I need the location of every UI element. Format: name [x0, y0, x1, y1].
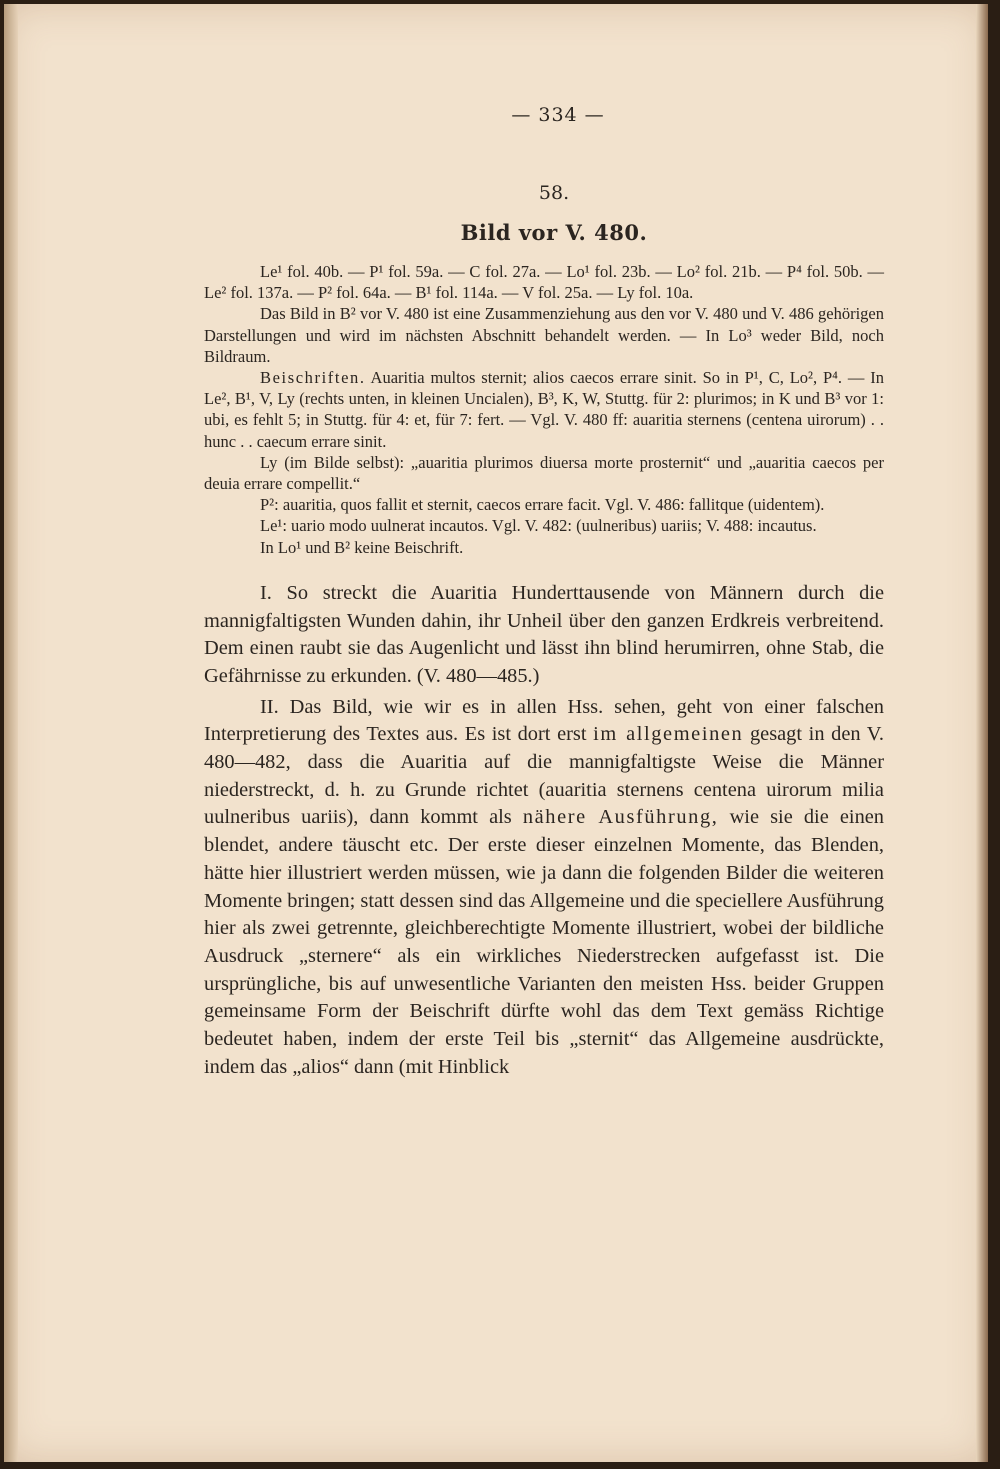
bild-note: Das Bild in B² vor V. 480 ist eine Zusammenziehung aus den vor V. 480 und V. 486 gehörigen Darstellungen und wird im nächsten Abschnitt behandelt werden. — In Lo³ weder Bild, noch Bildraum.: [204, 304, 884, 366]
manuscript-list: Le¹ fol. 40b. — P¹ fol. 59a. — C fol. 27a. — Lo¹ fol. 23b. — Lo² fol. 21b. — P⁴ fol. 50b. — Le² fol. 137a. — P² fol. 64a. — B¹ fol. 114a. — V fol. 25a. — Ly fol. 10a.: [204, 262, 884, 303]
para2-part-a: II. Das Bild, wie wir es in allen Hss. sehen, geht von einer falschen Interpretierung des Textes aus. Es ist dort erst: [204, 695, 884, 746]
ly-text: „auaritia plurimos diuersa morte prosternit“ und „auaritia caecos per deuia errare compellit.“: [204, 452, 884, 494]
para2-part-b: gesagt in den V. 480—482, dass die Auaritia auf die mannigfaltigste Weise die Männer niederstreckt, d. h. zu Grunde richtet (auaritia sternens centena uirorum milia uulneribus uariis), dann kommt als: [204, 723, 885, 829]
beischriften-paragraph: [204, 367, 884, 452]
apparatus-block: [204, 261, 884, 558]
page-number: — 334 —: [511, 104, 605, 126]
page-content: [204, 104, 884, 1082]
commentary-paragraph-2: [204, 694, 884, 1082]
para2-emphasis-2: nähere Ausführung,: [522, 806, 719, 829]
section-number: 58.: [538, 182, 570, 204]
p2-paragraph: P²: auaritia, quos fallit et sternit, caecos errare facit. Vgl. V. 486: fallitque (uidentem).: [260, 495, 825, 515]
page-edge: [976, 4, 988, 1462]
beischriften-text: Auaritia multos sternit; alios caecos errare sinit. So in P¹, C, Lo², P⁴. — In Le², B¹, V, Ly (rechts unten, in kleinen Uncialen), B³, K, W, Stuttg. für 2: plurimos; in K und B³ vor 1: ubi, es fehlt 5; in Stuttg. für 4: et, für 7: fert. — Vgl. V. 480 ff: auaritia sternens (centena uirorum) . . hunc . . caecum errare sinit.: [204, 368, 885, 451]
section-title: Bild vor V. 480.: [460, 220, 648, 245]
ly-paragraph: [204, 452, 884, 494]
commentary-paragraph-1: I. So streckt die Auaritia Hunderttausende von Männern durch die mannigfaltigsten Wunden dahin, ihr Unheil über den ganzen Erdkreis verbreitend. Dem einen raubt sie das Augenlicht und lässt ihn blind herumirren, ohne Stab, die Gefährnisse zu erkunden. (V. 480—485.): [204, 581, 884, 687]
beischriften-label: Beischriften.: [260, 368, 366, 388]
para2-part-c: wie sie die einen blendet, andere täuscht etc. Der erste dieser einzelnen Momente, das Blenden, hätte hier illustriert werden müssen, wie ja dann die folgenden Bilder die weiteren Momente bringen; statt dessen sind das Allgemeine und die speciellere Ausführung hier als zwei getrennte, gleichberechtigte Momente illustriert, wobei der bildliche Ausdruck „sternere“ als ein wirkliches Niederstrecken aufgefasst ist. Die ursprüngliche, bis auf unwesentliche Varianten den meisten Hss. beider Gruppen gemeinsame Form der Beischrift dürfte wohl das dem Text gemäss Richtige bedeutet haben, indem der erste Teil bis „sternit“ das Allgemeine ausdrückte, indem das „alios“ dann (mit Hinblick: [204, 806, 885, 1078]
para2-emphasis-1: im allgemeinen: [593, 723, 744, 746]
commentary-block: [204, 580, 884, 1082]
book-spine-shadow: [4, 4, 18, 1462]
ly-label: Ly (im Bilde selbst):: [260, 452, 405, 472]
lo1-paragraph: In Lo¹ und B² keine Beischrift.: [260, 537, 464, 557]
le1-paragraph: Le¹: uario modo uulnerat incautos. Vgl. V. 482: (uulneribus) uariis; V. 488: incautus.: [260, 516, 817, 536]
book-page: [4, 4, 988, 1462]
